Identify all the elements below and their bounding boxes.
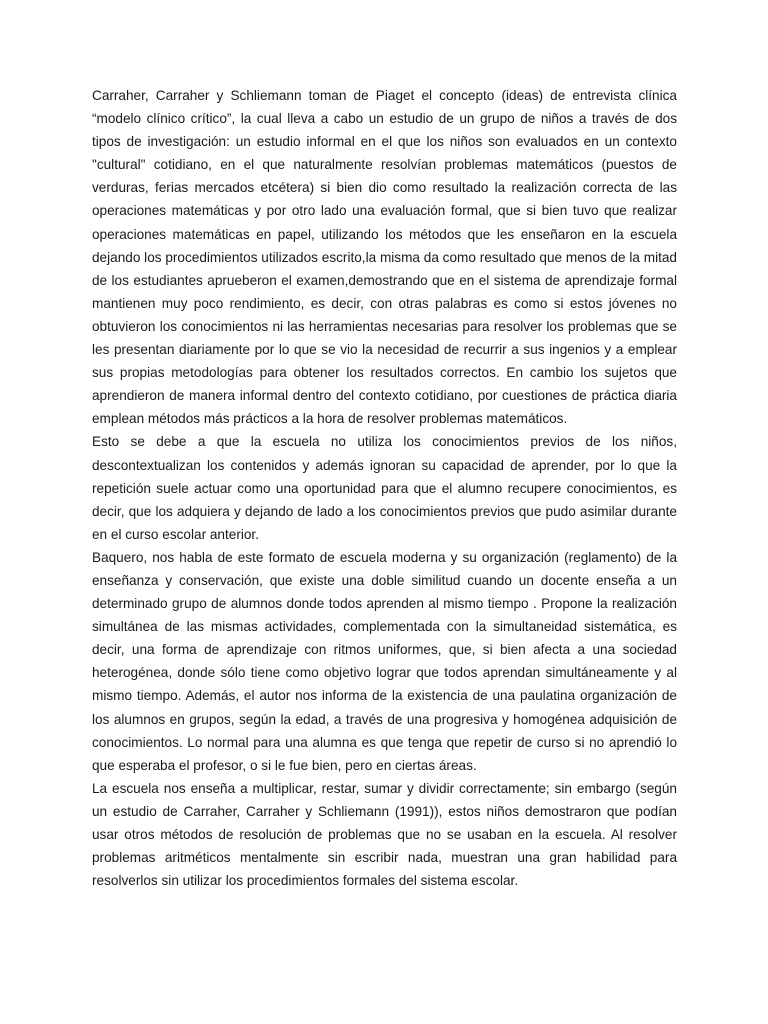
paragraph-4: La escuela nos enseña a multiplicar, restar, sumar y dividir correctamente; sin embargo (según un estudio de Carraher, Carraher y Schliemann (1991)), estos niños demostraron que podían usar otros métodos de resolución de problemas que no se usaban en la escuela. Al resolver problemas aritméticos mentalmente sin escribir nada, muestran una gran habilidad para resolverlos sin utilizar los procedimientos formales del sistema escolar. (92, 780, 677, 889)
paragraph-3: Baquero, nos habla de este formato de escuela moderna y su organización (reglamento) de la enseñanza y conservación, que existe una doble similitud cuando un docente enseña a un determinado grupo de alumnos donde todos aprenden al mismo tiempo . Propone la realización simultánea de las mismas actividades, complementada con la simultaneidad sistemática, es decir, una forma de aprendizaje con ritmos uniformes, que, si bien afecta a una sociedad heterogénea, donde sólo tiene como objetivo lograr que todos aprendan simultáneamente y al mismo tiempo. Además, el autor nos informa de la existencia de una paulatina organización de los alumnos en grupos, según la edad, a través de una progresiva y homogénea adquisición de conocimientos. Lo normal para una alumna es que tenga que repetir de curso si no aprendió lo que esperaba el profesor, o si le fue bien, pero en ciertas áreas. (92, 549, 677, 773)
paragraph-1: Carraher, Carraher y Schliemann toman de Piaget el concepto (ideas) de entrevista clínica “modelo clínico crítico”, la cual lleva a cabo un estudio de un grupo de niños a través de dos tipos de investigación: un estudio informal en el que los niños son evaluados en un contexto "cultural" cotidiano, en el que naturalmente resolvían problemas matemáticos (puestos de verduras, ferias mercados etcétera) si bien dio como resultado la realización correcta de las operaciones matemáticas y por otro lado una evaluación formal, que si bien tuvo que realizar operaciones matemáticas en papel, utilizando los métodos que les enseñaron en la escuela dejando los procedimientos utilizados escrito,la misma da como resultado que menos de la mitad de los estudiantes aprueberon el examen,demostrando que en el sistema de aprendizaje formal mantienen muy poco rendimiento, es decir, con otras palabras es como si estos jóvenes no obtuvieron los conocimientos ni las herramientas necesarias para resolver los problemas que se les presentan diariamente por lo que se vio la necesidad de recurrir a sus ingenios y a emplear sus propias metodologías para obtener los resultados correctos. En cambio los sujetos que aprendieron de manera informal dentro del contexto cotidiano, por cuestiones de práctica diaria emplean métodos más prácticos a la hora de resolver problemas matemáticos. (92, 88, 677, 427)
document-page (92, 84, 677, 892)
paragraph-2: Esto se debe a que la escuela no utiliza los conocimientos previos de los niños, descontextualizan los contenidos y además ignoran su capacidad de aprender, por lo que la repetición suele actuar como una oportunidad para que el alumno recupere conocimientos, es decir, que los adquiera y dejando de lado a los conocimientos previos que pudo asimilar durante en el curso escolar anterior. (92, 434, 677, 542)
